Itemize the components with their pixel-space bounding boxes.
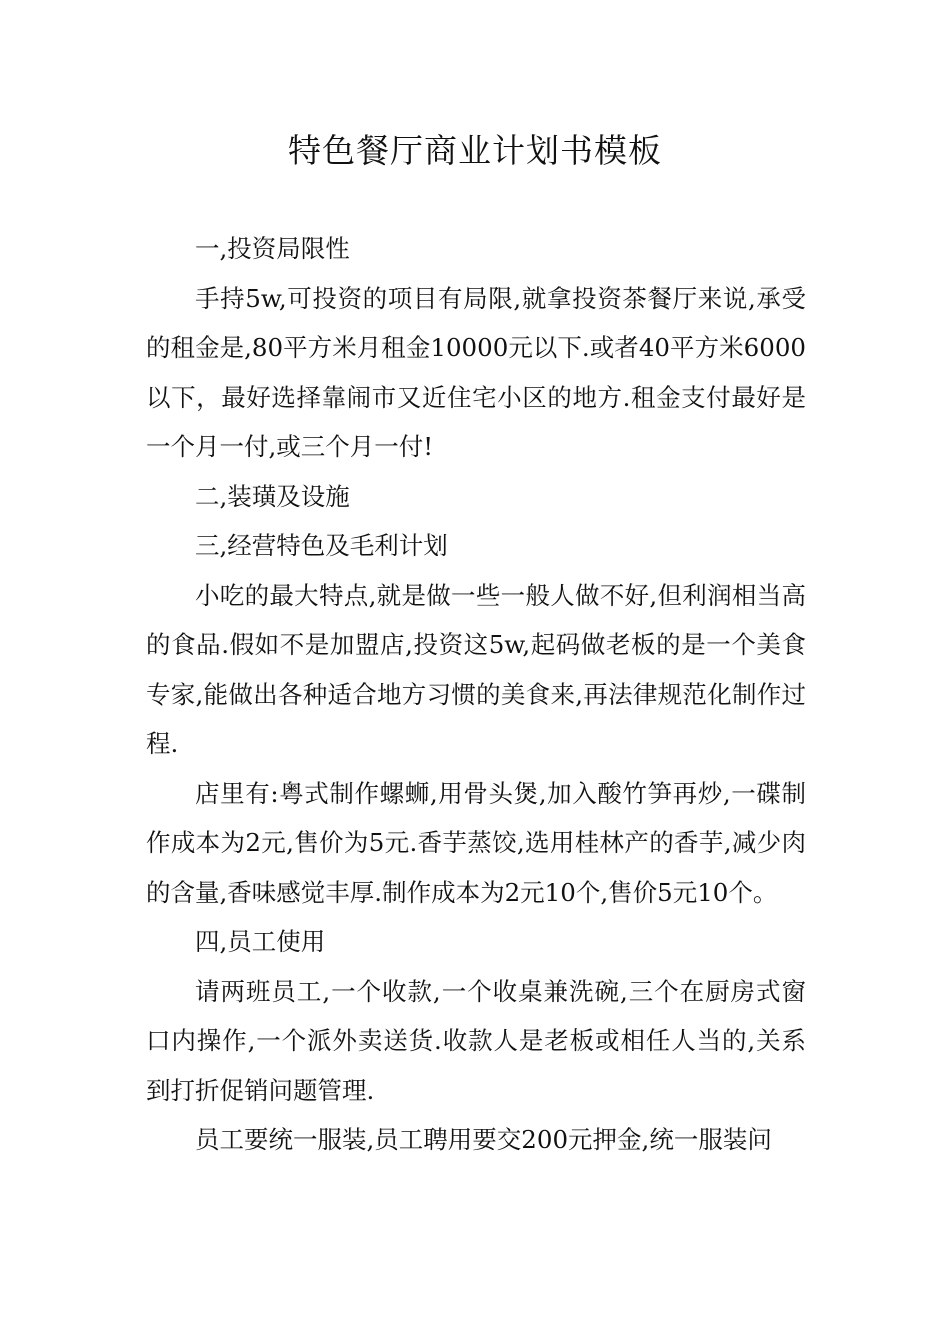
paragraph-snack-features: 小吃的最大特点,就是做一些一般人做不好,但利润相当高的食品.假如不是加盟店,投资这5w,起码做老板的是一个美食专家,能做出各种适合地方习惯的美食来,再法律规范化制作过程. bbox=[146, 580, 806, 758]
document-title: 特色餐厅商业计划书模板 bbox=[288, 131, 662, 170]
paragraph-staff-roles: 请两班员工,一个收款,一个收桌兼洗碗,三个在厨房式窗口内操作,一个派外卖送货.收款人是老板或相任人当的,关系到打折促销问题管理. bbox=[146, 976, 806, 1105]
paragraph-investment-details: 手持5w,可投资的项目有局限,就拿投资茶餐厅来说,承受的租金是,80平方米月租金10000元以下.或者40平方米6000以下，最好选择靠闹市又近住宅小区的地方.租金支付最好是一个月一付,或三个月一付! bbox=[146, 283, 806, 461]
section-heading-decoration: 二,装璜及设施 bbox=[195, 481, 350, 511]
section-heading-staffing: 四,员工使用 bbox=[195, 927, 326, 956]
section-heading-investment-limits: 一,投资局限性 bbox=[195, 234, 350, 263]
section-heading-business-features: 三,经营特色及毛利计划 bbox=[195, 531, 448, 560]
paragraph-staff-uniform: 员工要统一服装,员工聘用要交200元押金,统一服装问 bbox=[195, 1125, 772, 1154]
paragraph-menu-costs: 店里有:粤式制作螺蛳,用骨头煲,加入酸竹笋再炒,一碟制作成本为2元,售价为5元.香芋蒸饺,选用桂林产的香芋,减少肉的含量,香味感觉丰厚.制作成本为2元10个,售价5元10个。 bbox=[146, 778, 806, 907]
document-body bbox=[146, 224, 806, 1165]
